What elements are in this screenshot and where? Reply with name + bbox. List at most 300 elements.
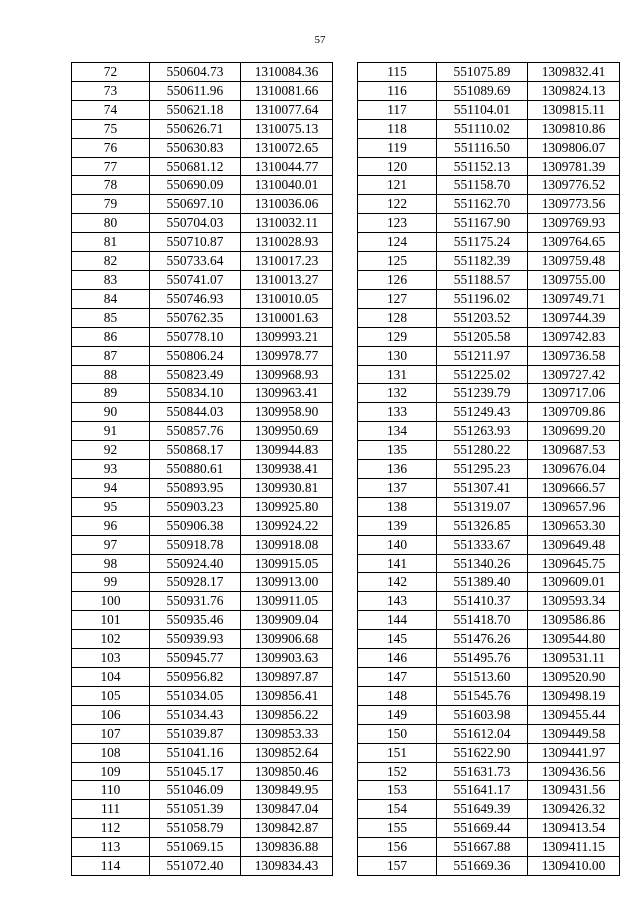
point-number-cell: 116	[358, 81, 437, 100]
x-coordinate-cell: 550857.76	[150, 422, 241, 441]
point-number-cell: 111	[72, 800, 150, 819]
point-number-cell: 97	[72, 535, 150, 554]
table-row	[72, 422, 333, 441]
table-row	[358, 497, 620, 516]
x-coordinate-cell: 550823.49	[150, 365, 241, 384]
x-coordinate-cell: 550704.03	[150, 214, 241, 233]
x-coordinate-cell: 551669.36	[437, 857, 528, 876]
x-coordinate-cell: 551239.79	[437, 384, 528, 403]
point-number-cell: 103	[72, 649, 150, 668]
point-number-cell: 98	[72, 554, 150, 573]
table-row	[72, 119, 333, 138]
x-coordinate-cell: 551203.52	[437, 308, 528, 327]
table-row	[72, 743, 333, 762]
point-number-cell: 76	[72, 138, 150, 157]
y-coordinate-cell: 1309824.13	[528, 81, 620, 100]
point-number-cell: 128	[358, 308, 437, 327]
y-coordinate-cell: 1309498.19	[528, 686, 620, 705]
table-row	[72, 630, 333, 649]
x-coordinate-cell: 550906.38	[150, 516, 241, 535]
point-number-cell: 93	[72, 460, 150, 479]
point-number-cell: 149	[358, 705, 437, 724]
table-row	[358, 270, 620, 289]
coordinates-table-right	[357, 62, 620, 876]
y-coordinate-cell: 1309909.04	[241, 611, 333, 630]
point-number-cell: 154	[358, 800, 437, 819]
table-row	[358, 800, 620, 819]
y-coordinate-cell: 1309717.06	[528, 384, 620, 403]
y-coordinate-cell: 1309911.05	[241, 592, 333, 611]
y-coordinate-cell: 1309593.34	[528, 592, 620, 611]
table-row	[358, 686, 620, 705]
y-coordinate-cell: 1309759.48	[528, 252, 620, 271]
x-coordinate-cell: 551612.04	[437, 724, 528, 743]
table-row	[358, 819, 620, 838]
point-number-cell: 150	[358, 724, 437, 743]
y-coordinate-cell: 1309727.42	[528, 365, 620, 384]
y-coordinate-cell: 1310010.05	[241, 289, 333, 308]
table-row	[72, 535, 333, 554]
point-number-cell: 80	[72, 214, 150, 233]
point-number-cell: 129	[358, 327, 437, 346]
table-row	[72, 554, 333, 573]
y-coordinate-cell: 1309806.07	[528, 138, 620, 157]
coordinates-table-left	[71, 62, 333, 876]
y-coordinate-cell: 1309645.75	[528, 554, 620, 573]
point-number-cell: 113	[72, 838, 150, 857]
point-number-cell: 148	[358, 686, 437, 705]
table-row	[72, 800, 333, 819]
point-number-cell: 153	[358, 781, 437, 800]
x-coordinate-cell: 551089.69	[437, 81, 528, 100]
x-coordinate-cell: 550868.17	[150, 441, 241, 460]
y-coordinate-cell: 1309544.80	[528, 630, 620, 649]
table-row	[358, 573, 620, 592]
table-row	[72, 100, 333, 119]
x-coordinate-cell: 551051.39	[150, 800, 241, 819]
y-coordinate-cell: 1309764.65	[528, 233, 620, 252]
x-coordinate-cell: 551152.13	[437, 157, 528, 176]
x-coordinate-cell: 550762.35	[150, 308, 241, 327]
y-coordinate-cell: 1309709.86	[528, 403, 620, 422]
table-row	[358, 592, 620, 611]
y-coordinate-cell: 1309773.56	[528, 195, 620, 214]
point-number-cell: 88	[72, 365, 150, 384]
table-row	[358, 233, 620, 252]
x-coordinate-cell: 551196.02	[437, 289, 528, 308]
point-number-cell: 140	[358, 535, 437, 554]
table-row	[358, 781, 620, 800]
y-coordinate-cell: 1309657.96	[528, 497, 620, 516]
y-coordinate-cell: 1309930.81	[241, 478, 333, 497]
table-row	[72, 81, 333, 100]
x-coordinate-cell: 551649.39	[437, 800, 528, 819]
point-number-cell: 82	[72, 252, 150, 271]
table-row	[72, 573, 333, 592]
table-row	[358, 630, 620, 649]
x-coordinate-cell: 551307.41	[437, 478, 528, 497]
x-coordinate-cell: 550834.10	[150, 384, 241, 403]
x-coordinate-cell: 550746.93	[150, 289, 241, 308]
table-row	[72, 497, 333, 516]
point-number-cell: 107	[72, 724, 150, 743]
y-coordinate-cell: 1310017.23	[241, 252, 333, 271]
point-number-cell: 151	[358, 743, 437, 762]
y-coordinate-cell: 1309915.05	[241, 554, 333, 573]
point-number-cell: 75	[72, 119, 150, 138]
x-coordinate-cell: 551167.90	[437, 214, 528, 233]
y-coordinate-cell: 1309958.90	[241, 403, 333, 422]
point-number-cell: 144	[358, 611, 437, 630]
point-number-cell: 122	[358, 195, 437, 214]
table-row	[72, 705, 333, 724]
table-row	[358, 365, 620, 384]
point-number-cell: 135	[358, 441, 437, 460]
y-coordinate-cell: 1309410.00	[528, 857, 620, 876]
point-number-cell: 136	[358, 460, 437, 479]
table-row	[72, 270, 333, 289]
y-coordinate-cell: 1309993.21	[241, 327, 333, 346]
table-row	[72, 327, 333, 346]
table-row	[358, 460, 620, 479]
table-row	[72, 649, 333, 668]
x-coordinate-cell: 550931.76	[150, 592, 241, 611]
x-coordinate-cell: 550690.09	[150, 176, 241, 195]
point-number-cell: 102	[72, 630, 150, 649]
x-coordinate-cell: 551188.57	[437, 270, 528, 289]
x-coordinate-cell: 551340.26	[437, 554, 528, 573]
x-coordinate-cell: 551333.67	[437, 535, 528, 554]
x-coordinate-cell: 550710.87	[150, 233, 241, 252]
point-number-cell: 94	[72, 478, 150, 497]
y-coordinate-cell: 1310072.65	[241, 138, 333, 157]
table-row	[72, 308, 333, 327]
x-coordinate-cell: 551280.22	[437, 441, 528, 460]
x-coordinate-cell: 551110.02	[437, 119, 528, 138]
table-row	[358, 195, 620, 214]
table-row	[72, 346, 333, 365]
x-coordinate-cell: 550935.46	[150, 611, 241, 630]
point-number-cell: 101	[72, 611, 150, 630]
table-row	[72, 819, 333, 838]
table-row	[72, 592, 333, 611]
point-number-cell: 118	[358, 119, 437, 138]
x-coordinate-cell: 551158.70	[437, 176, 528, 195]
x-coordinate-cell: 551545.76	[437, 686, 528, 705]
y-coordinate-cell: 1310084.36	[241, 63, 333, 82]
x-coordinate-cell: 550893.95	[150, 478, 241, 497]
y-coordinate-cell: 1309968.93	[241, 365, 333, 384]
x-coordinate-cell: 551039.87	[150, 724, 241, 743]
x-coordinate-cell: 551476.26	[437, 630, 528, 649]
point-number-cell: 141	[358, 554, 437, 573]
table-row	[358, 516, 620, 535]
table-row	[358, 705, 620, 724]
x-coordinate-cell: 551116.50	[437, 138, 528, 157]
x-coordinate-cell: 550880.61	[150, 460, 241, 479]
y-coordinate-cell: 1309744.39	[528, 308, 620, 327]
point-number-cell: 85	[72, 308, 150, 327]
x-coordinate-cell: 551418.70	[437, 611, 528, 630]
point-number-cell: 79	[72, 195, 150, 214]
table-row	[358, 157, 620, 176]
point-number-cell: 139	[358, 516, 437, 535]
point-number-cell: 126	[358, 270, 437, 289]
x-coordinate-cell: 551162.70	[437, 195, 528, 214]
table-row	[358, 422, 620, 441]
point-number-cell: 81	[72, 233, 150, 252]
y-coordinate-cell: 1309897.87	[241, 668, 333, 687]
x-coordinate-cell: 550604.73	[150, 63, 241, 82]
point-number-cell: 157	[358, 857, 437, 876]
x-coordinate-cell: 551205.58	[437, 327, 528, 346]
table-row	[72, 252, 333, 271]
point-number-cell: 73	[72, 81, 150, 100]
point-number-cell: 72	[72, 63, 150, 82]
x-coordinate-cell: 550733.64	[150, 252, 241, 271]
point-number-cell: 78	[72, 176, 150, 195]
x-coordinate-cell: 551410.37	[437, 592, 528, 611]
x-coordinate-cell: 551326.85	[437, 516, 528, 535]
x-coordinate-cell: 551104.01	[437, 100, 528, 119]
x-coordinate-cell: 551319.07	[437, 497, 528, 516]
point-number-cell: 109	[72, 762, 150, 781]
x-coordinate-cell: 551058.79	[150, 819, 241, 838]
point-number-cell: 146	[358, 649, 437, 668]
x-coordinate-cell: 551211.97	[437, 346, 528, 365]
table-row	[358, 346, 620, 365]
table-row	[72, 63, 333, 82]
point-number-cell: 117	[358, 100, 437, 119]
x-coordinate-cell: 550741.07	[150, 270, 241, 289]
y-coordinate-cell: 1309520.90	[528, 668, 620, 687]
table-row	[358, 478, 620, 497]
x-coordinate-cell: 551225.02	[437, 365, 528, 384]
point-number-cell: 145	[358, 630, 437, 649]
table-row	[358, 441, 620, 460]
point-number-cell: 112	[72, 819, 150, 838]
point-number-cell: 86	[72, 327, 150, 346]
point-number-cell: 143	[358, 592, 437, 611]
x-coordinate-cell: 551034.05	[150, 686, 241, 705]
x-coordinate-cell: 551389.40	[437, 573, 528, 592]
y-coordinate-cell: 1309426.32	[528, 800, 620, 819]
table-row	[72, 686, 333, 705]
y-coordinate-cell: 1309666.57	[528, 478, 620, 497]
y-coordinate-cell: 1310044.77	[241, 157, 333, 176]
y-coordinate-cell: 1310001.63	[241, 308, 333, 327]
table-row	[358, 100, 620, 119]
y-coordinate-cell: 1309776.52	[528, 176, 620, 195]
y-coordinate-cell: 1309531.11	[528, 649, 620, 668]
y-coordinate-cell: 1309455.44	[528, 705, 620, 724]
y-coordinate-cell: 1309918.08	[241, 535, 333, 554]
y-coordinate-cell: 1309431.56	[528, 781, 620, 800]
x-coordinate-cell: 551075.89	[437, 63, 528, 82]
x-coordinate-cell: 550903.23	[150, 497, 241, 516]
x-coordinate-cell: 550630.83	[150, 138, 241, 157]
point-number-cell: 125	[358, 252, 437, 271]
x-coordinate-cell: 551072.40	[150, 857, 241, 876]
y-coordinate-cell: 1309676.04	[528, 460, 620, 479]
x-coordinate-cell: 551249.43	[437, 403, 528, 422]
point-number-cell: 95	[72, 497, 150, 516]
point-number-cell: 134	[358, 422, 437, 441]
y-coordinate-cell: 1309815.11	[528, 100, 620, 119]
table-row	[72, 214, 333, 233]
point-number-cell: 100	[72, 592, 150, 611]
y-coordinate-cell: 1310032.11	[241, 214, 333, 233]
point-number-cell: 121	[358, 176, 437, 195]
x-coordinate-cell: 550626.71	[150, 119, 241, 138]
x-coordinate-cell: 551641.17	[437, 781, 528, 800]
y-coordinate-cell: 1309586.86	[528, 611, 620, 630]
x-coordinate-cell: 551603.98	[437, 705, 528, 724]
point-number-cell: 132	[358, 384, 437, 403]
point-number-cell: 91	[72, 422, 150, 441]
point-number-cell: 115	[358, 63, 437, 82]
table-row	[72, 233, 333, 252]
y-coordinate-cell: 1309853.33	[241, 724, 333, 743]
y-coordinate-cell: 1309978.77	[241, 346, 333, 365]
point-number-cell: 106	[72, 705, 150, 724]
y-coordinate-cell: 1309925.80	[241, 497, 333, 516]
y-coordinate-cell: 1309755.00	[528, 270, 620, 289]
table-row	[358, 668, 620, 687]
point-number-cell: 77	[72, 157, 150, 176]
y-coordinate-cell: 1309609.01	[528, 573, 620, 592]
y-coordinate-cell: 1309411.15	[528, 838, 620, 857]
x-coordinate-cell: 550928.17	[150, 573, 241, 592]
x-coordinate-cell: 551295.23	[437, 460, 528, 479]
table-row	[72, 195, 333, 214]
y-coordinate-cell: 1310040.01	[241, 176, 333, 195]
table-row	[358, 762, 620, 781]
y-coordinate-cell: 1310013.27	[241, 270, 333, 289]
point-number-cell: 89	[72, 384, 150, 403]
y-coordinate-cell: 1309963.41	[241, 384, 333, 403]
table-row	[358, 384, 620, 403]
point-number-cell: 114	[72, 857, 150, 876]
x-coordinate-cell: 551182.39	[437, 252, 528, 271]
point-number-cell: 147	[358, 668, 437, 687]
point-number-cell: 84	[72, 289, 150, 308]
y-coordinate-cell: 1309938.41	[241, 460, 333, 479]
y-coordinate-cell: 1309649.48	[528, 535, 620, 554]
table-row	[358, 327, 620, 346]
y-coordinate-cell: 1309842.87	[241, 819, 333, 838]
table-row	[72, 460, 333, 479]
x-coordinate-cell: 551513.60	[437, 668, 528, 687]
y-coordinate-cell: 1309836.88	[241, 838, 333, 857]
y-coordinate-cell: 1309906.68	[241, 630, 333, 649]
table-row	[72, 724, 333, 743]
x-coordinate-cell: 551175.24	[437, 233, 528, 252]
x-coordinate-cell: 551263.93	[437, 422, 528, 441]
table-row	[358, 724, 620, 743]
table-row	[72, 157, 333, 176]
table-row	[358, 857, 620, 876]
table-row	[72, 289, 333, 308]
x-coordinate-cell: 550918.78	[150, 535, 241, 554]
table-row	[72, 781, 333, 800]
point-number-cell: 137	[358, 478, 437, 497]
x-coordinate-cell: 550924.40	[150, 554, 241, 573]
y-coordinate-cell: 1309852.64	[241, 743, 333, 762]
y-coordinate-cell: 1309781.39	[528, 157, 620, 176]
point-number-cell: 74	[72, 100, 150, 119]
table-row	[72, 403, 333, 422]
table-row	[358, 214, 620, 233]
table-row	[72, 611, 333, 630]
x-coordinate-cell: 551631.73	[437, 762, 528, 781]
table-row	[358, 743, 620, 762]
table-row	[72, 478, 333, 497]
point-number-cell: 83	[72, 270, 150, 289]
point-number-cell: 104	[72, 668, 150, 687]
x-coordinate-cell: 550697.10	[150, 195, 241, 214]
x-coordinate-cell: 550956.82	[150, 668, 241, 687]
point-number-cell: 127	[358, 289, 437, 308]
x-coordinate-cell: 550945.77	[150, 649, 241, 668]
y-coordinate-cell: 1309856.22	[241, 705, 333, 724]
x-coordinate-cell: 550778.10	[150, 327, 241, 346]
x-coordinate-cell: 551667.88	[437, 838, 528, 857]
y-coordinate-cell: 1309832.41	[528, 63, 620, 82]
y-coordinate-cell: 1309653.30	[528, 516, 620, 535]
x-coordinate-cell: 550939.93	[150, 630, 241, 649]
x-coordinate-cell: 551495.76	[437, 649, 528, 668]
table-row	[358, 81, 620, 100]
y-coordinate-cell: 1309913.00	[241, 573, 333, 592]
x-coordinate-cell: 550681.12	[150, 157, 241, 176]
y-coordinate-cell: 1310036.06	[241, 195, 333, 214]
y-coordinate-cell: 1309769.93	[528, 214, 620, 233]
point-number-cell: 96	[72, 516, 150, 535]
table-row	[72, 176, 333, 195]
y-coordinate-cell: 1309449.58	[528, 724, 620, 743]
point-number-cell: 133	[358, 403, 437, 422]
y-coordinate-cell: 1309810.86	[528, 119, 620, 138]
y-coordinate-cell: 1309699.20	[528, 422, 620, 441]
point-number-cell: 155	[358, 819, 437, 838]
table-row	[72, 668, 333, 687]
y-coordinate-cell: 1309944.83	[241, 441, 333, 460]
table-row	[358, 535, 620, 554]
x-coordinate-cell: 551041.16	[150, 743, 241, 762]
x-coordinate-cell: 551045.17	[150, 762, 241, 781]
point-number-cell: 92	[72, 441, 150, 460]
y-coordinate-cell: 1309413.54	[528, 819, 620, 838]
x-coordinate-cell: 551034.43	[150, 705, 241, 724]
table-row	[358, 289, 620, 308]
table-row	[72, 441, 333, 460]
point-number-cell: 110	[72, 781, 150, 800]
table-row	[358, 308, 620, 327]
point-number-cell: 99	[72, 573, 150, 592]
table-row	[358, 403, 620, 422]
x-coordinate-cell: 550844.03	[150, 403, 241, 422]
y-coordinate-cell: 1309687.53	[528, 441, 620, 460]
table-row	[358, 63, 620, 82]
table-row	[72, 138, 333, 157]
point-number-cell: 130	[358, 346, 437, 365]
x-coordinate-cell: 551669.44	[437, 819, 528, 838]
table-row	[72, 384, 333, 403]
point-number-cell: 142	[358, 573, 437, 592]
table-row	[358, 838, 620, 857]
point-number-cell: 108	[72, 743, 150, 762]
